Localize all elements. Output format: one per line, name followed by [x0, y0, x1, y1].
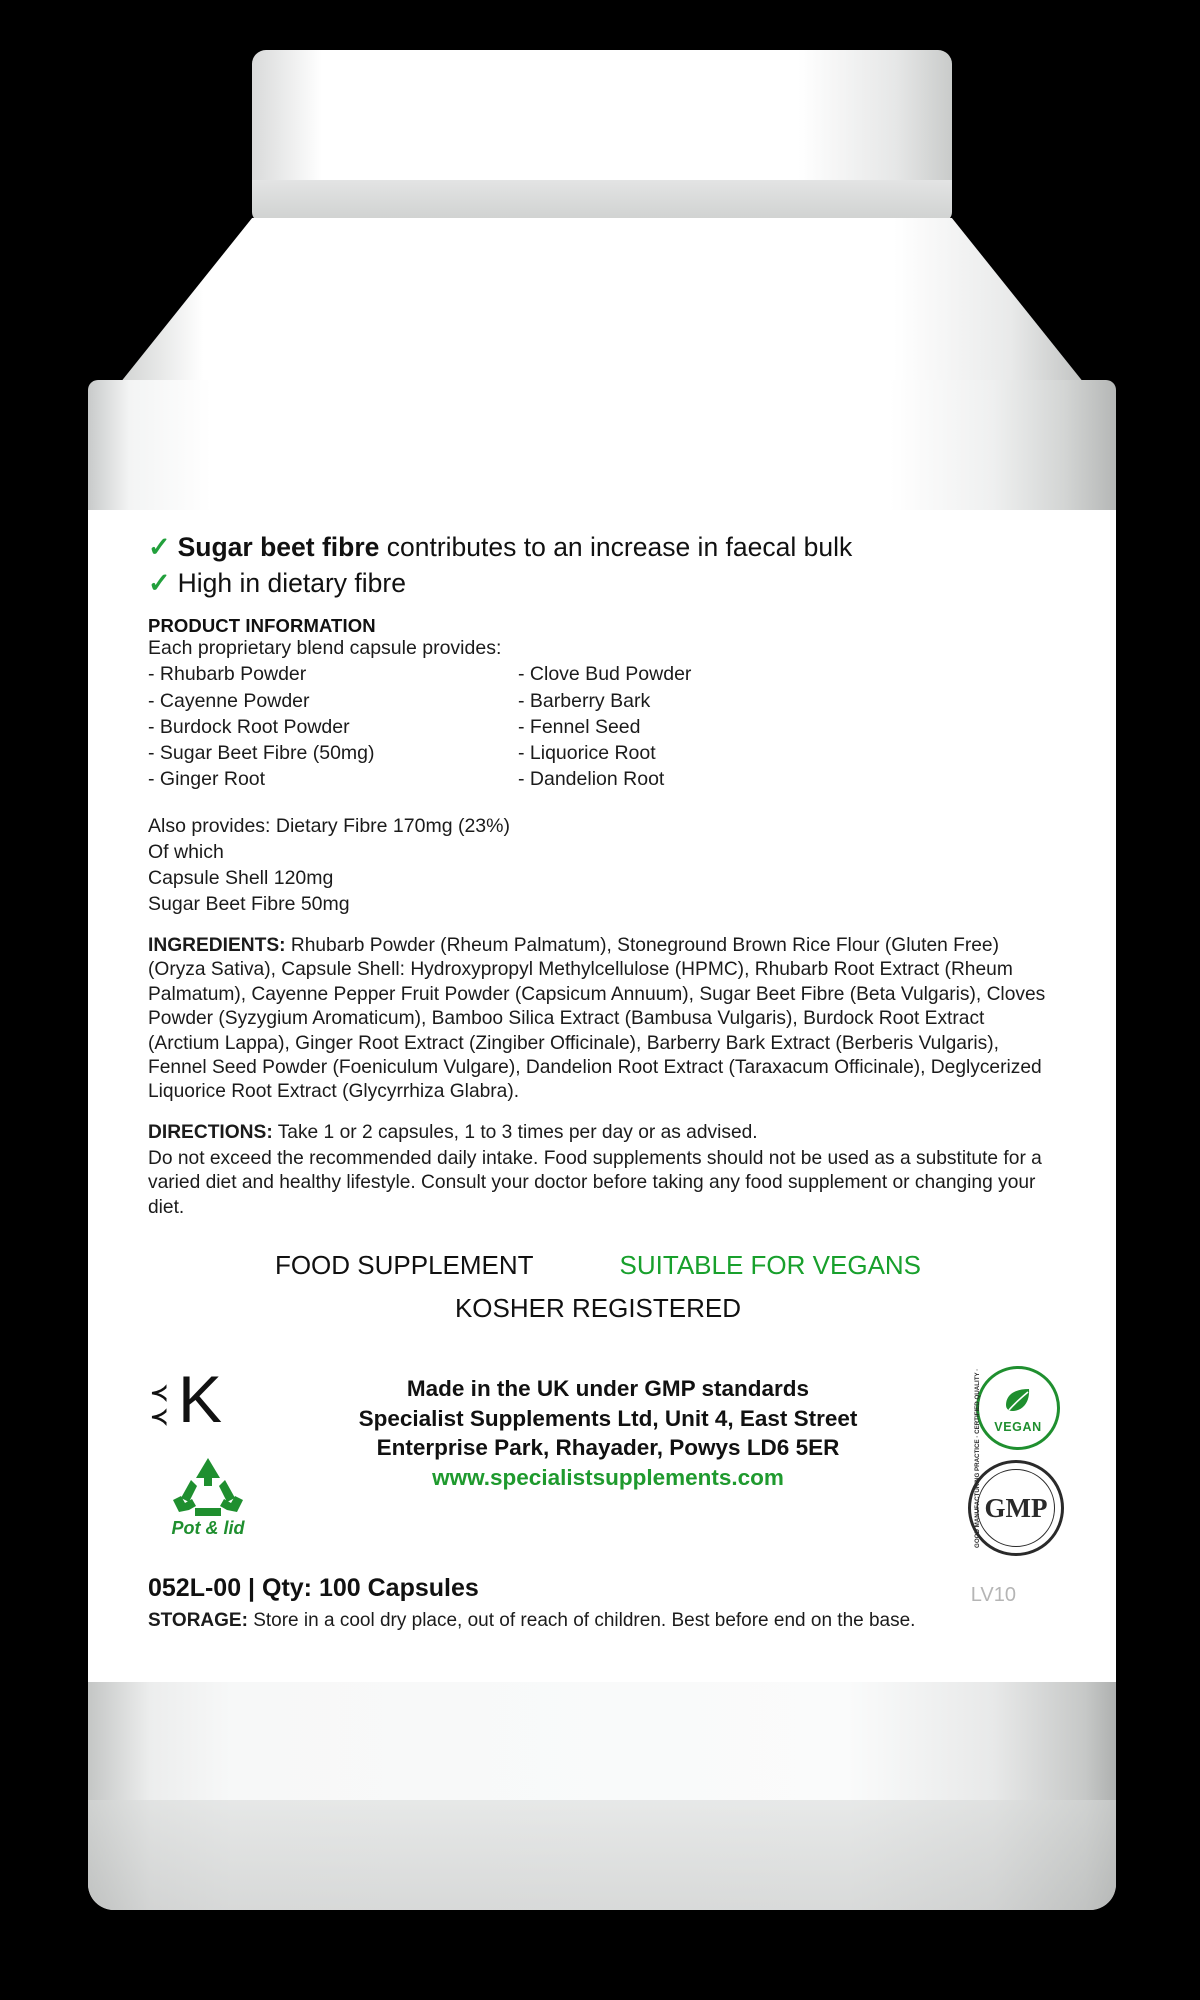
blend-item: - Cayenne Powder — [148, 689, 310, 712]
made-line: Specialist Supplements Ltd, Unit 4, East Street — [358, 1405, 858, 1431]
blend-intro: Each proprietary blend capsule provides: — [148, 637, 502, 660]
directions-text: Take 1 or 2 capsules, 1 to 3 times per day or as advised. — [272, 1121, 758, 1143]
food-supplement-text: FOOD SUPPLEMENT — [274, 1250, 534, 1281]
blend-item: - Burdock Root Powder — [148, 715, 350, 738]
claim-text: contributes to an increase in faecal bulk — [379, 532, 853, 562]
health-claim-row — [148, 566, 1048, 602]
also-provides-line: Also provides: Dietary Fibre 170mg (23%) — [148, 815, 510, 838]
storage-label: STORAGE: — [148, 1610, 248, 1631]
health-claims — [148, 530, 1048, 601]
storage-paragraph — [148, 1610, 915, 1632]
made-line: Made in the UK under GMP standards — [406, 1376, 810, 1401]
blend-item: - Liquorice Root — [518, 741, 656, 764]
also-provides-line: Sugar Beet Fibre 50mg — [148, 893, 350, 916]
product-code: 052L-00 | Qty: 100 Capsules — [148, 1574, 479, 1602]
kosher-registered-text: KOSHER REGISTERED — [454, 1293, 742, 1324]
vegan-badge — [976, 1366, 1060, 1450]
blend-item: - Fennel Seed — [518, 715, 641, 738]
made-line: Enterprise Park, Rhayader, Powys LD6 5ER — [376, 1435, 840, 1461]
product-information-heading: PRODUCT INFORMATION — [148, 615, 376, 637]
label-version-code: LV10 — [970, 1584, 1016, 1606]
directions-label: DIRECTIONS: — [148, 1121, 273, 1143]
bottle-cap — [252, 50, 952, 190]
blend-item: - Rhubarb Powder — [148, 663, 307, 686]
kosher-chevron-icon: ≺ — [150, 1380, 169, 1405]
blend-item: - Dandelion Root — [518, 768, 665, 791]
blend-item: - Barberry Bark — [518, 689, 651, 712]
blend-item: - Clove Bud Powder — [518, 663, 692, 686]
claim-text: High in dietary fibre — [177, 567, 406, 598]
blend-column-right — [518, 661, 898, 792]
recycle-mark — [148, 1456, 268, 1539]
check-icon: ✓ — [148, 532, 171, 562]
storage-text: Store in a cool dry place, out of reach of children. Best before end on the base. — [247, 1610, 916, 1631]
blend-item: - Sugar Beet Fibre (50mg) — [148, 741, 375, 764]
certification-banner — [148, 1250, 1048, 1281]
kosher-symbol-icon — [148, 1362, 238, 1456]
website-link[interactable]: www.specialistsupplements.com — [432, 1465, 784, 1491]
blend-column-left — [148, 661, 518, 792]
bottle-cap-rim — [252, 180, 952, 222]
ingredients-paragraph — [148, 934, 1048, 1105]
manufacturer-block — [298, 1374, 918, 1493]
blend-item: - Ginger Root — [148, 768, 266, 791]
ingredients-label: INGREDIENTS: — [148, 935, 286, 957]
health-claim-row — [148, 530, 1048, 566]
vegan-badge-text: VEGAN — [994, 1419, 1042, 1434]
check-icon: ✓ — [148, 567, 171, 598]
also-provides-line: Capsule Shell 120mg — [148, 867, 334, 890]
disclaimer-paragraph: Do not exceed the recommended daily intake. Food supplements should not be used as a substitute for a varied diet and healthy lifestyle. Consult your doctor before taking any food supplement or changing your diet. — [148, 1148, 1042, 1218]
also-provides-line: Of which — [148, 841, 224, 864]
ingredients-text: Rhubarb Powder (Rheum Palmatum), Stoneground Brown Rice Flour (Gluten Free) (Oryza Sativa), Capsule Shell: Hydroxypropyl Methylcellulose (HPMC), Rhubarb Root Extract (Rheum Palmatum), Cayenne Pepper Fruit Powder (Capsicum Annuum), Sugar Beet Fibre (Beta Vulgaris), Cloves Powder (Syzygium Aromaticum), Bamboo Silica Extract (Bambusa Vulgaris), Burdock Root Extract (Arctium Lappa), Ginger Root Extract (Zingiber Officinale), Barberry Bark Extract (Berberis Vulgaris), Fennel Seed Powder (Foeniculum Vulgare), Dandelion Root Extract (Taraxacum Officinale), Deglycerized Liquorice Root Extract (Glycyrrhiza Glabra). — [148, 935, 1046, 1103]
claim-strong-text: Sugar beet fibre — [177, 532, 380, 562]
gmp-ring-text: GOOD MANUFACTURING PRACTICE · CERTIFIED QUALITY · — [974, 1368, 981, 1548]
suitable-for-vegans-text: SUITABLE FOR VEGANS — [619, 1250, 922, 1281]
supplement-bottle — [40, 30, 1160, 1960]
also-provides-block — [148, 814, 1048, 918]
bottle-shoulder — [116, 218, 1088, 388]
kosher-chevron-icon: ≺ — [150, 1404, 169, 1429]
leaf-icon — [1003, 1387, 1033, 1418]
directions-paragraph — [148, 1121, 1048, 1145]
recycle-label: Pot & lid — [171, 1518, 245, 1538]
recycle-icon — [171, 1456, 245, 1520]
blend-ingredient-columns — [148, 661, 1048, 792]
label-footer — [148, 1360, 1058, 1660]
bottle-base-notch — [88, 1800, 1116, 1910]
kosher-letter: K — [178, 1362, 223, 1436]
gmp-badge-text: GMP — [984, 1492, 1048, 1523]
product-label — [88, 510, 1116, 1682]
